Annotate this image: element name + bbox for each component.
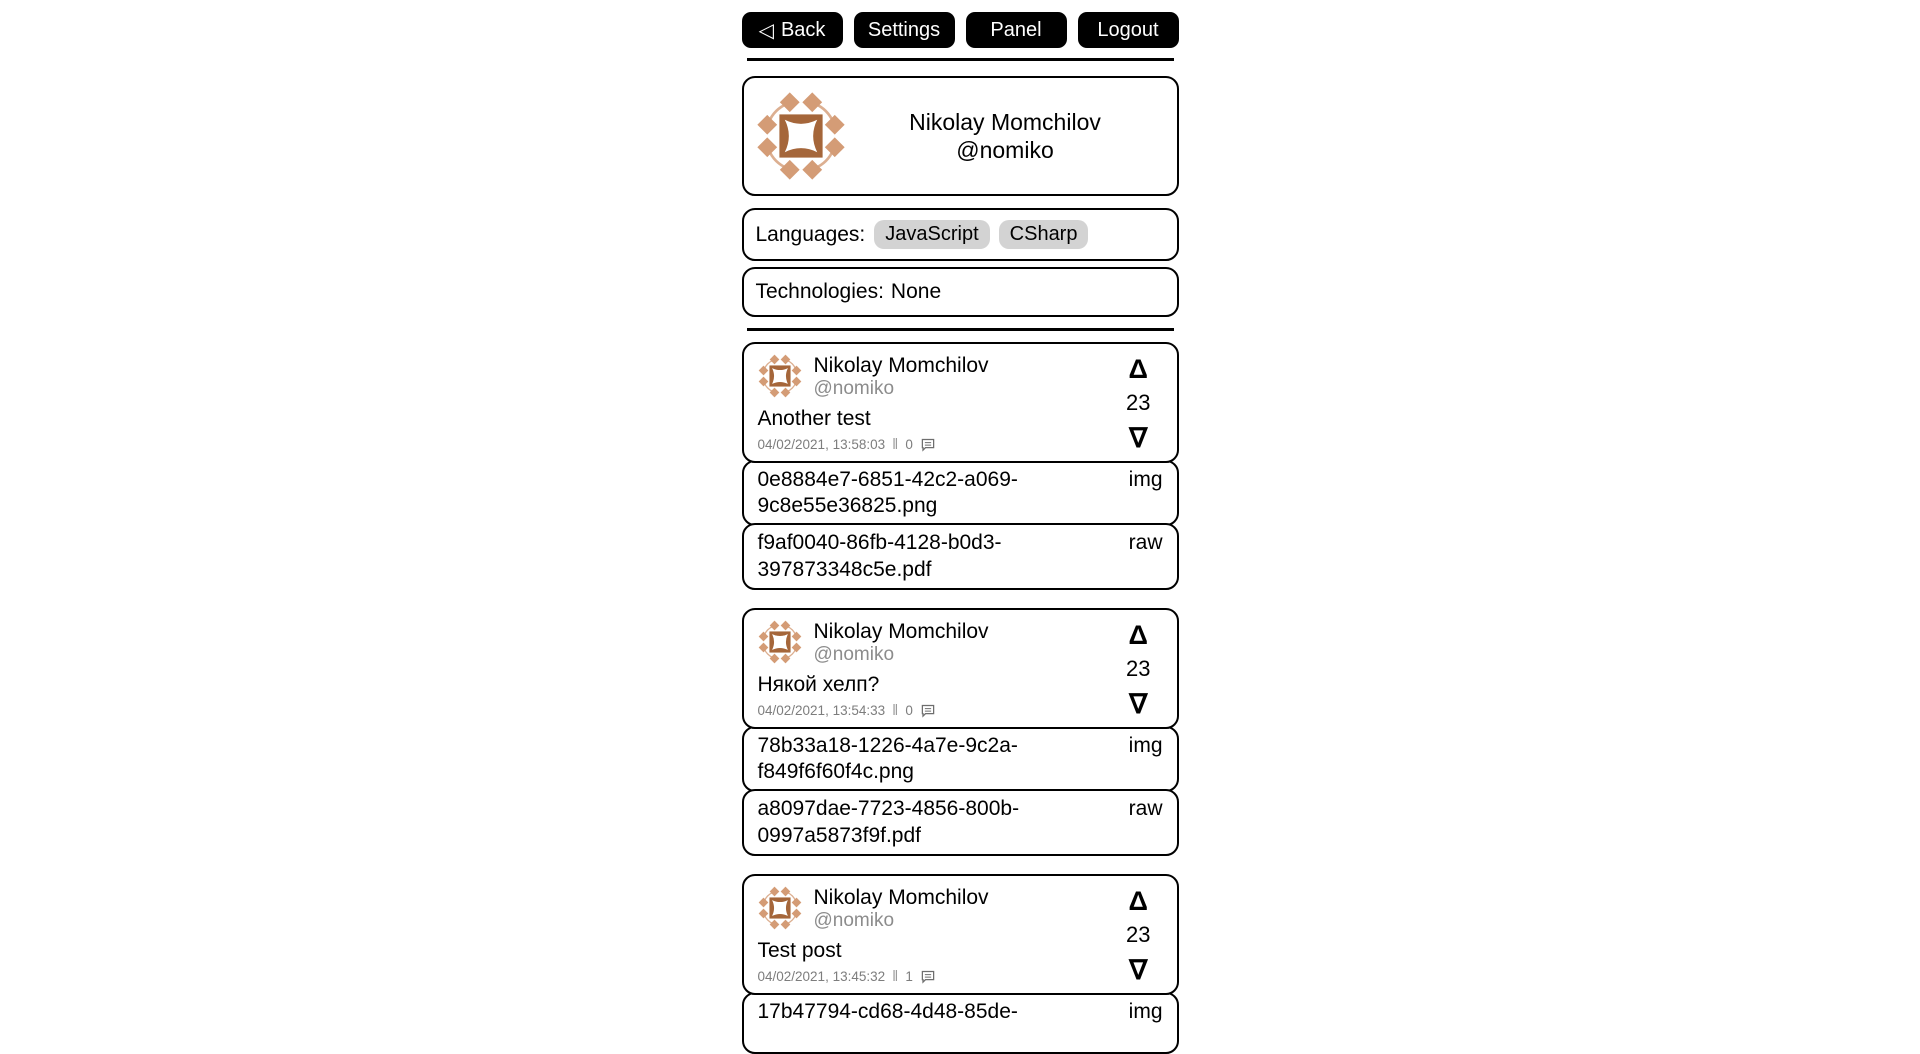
meta-separator-icon: ‖ <box>892 967 899 985</box>
post-timestamp: 04/02/2021, 13:54:33 <box>757 702 886 718</box>
attachment-row[interactable] <box>742 789 1179 856</box>
profile-card <box>742 76 1179 196</box>
post-title: Някой хелп? <box>757 672 880 696</box>
attachment-filename: 17b47794-cd68-4d48-85de- <box>757 999 1018 1023</box>
attachment-row[interactable] <box>742 726 1179 793</box>
post-handle: @nomiko <box>813 644 895 666</box>
language-badge-javascript: JavaScript <box>874 220 989 249</box>
post-author: Nikolay Momchilov <box>813 619 989 643</box>
post-handle: @nomiko <box>813 378 895 400</box>
meta-separator-icon: ‖ <box>892 435 899 453</box>
post <box>742 608 1179 856</box>
comment-icon <box>920 969 936 984</box>
languages-label: Languages: <box>755 222 866 246</box>
profile-handle: @nomiko <box>956 137 1054 163</box>
profile-avatar-identicon <box>756 91 846 181</box>
comment-count: 0 <box>905 436 913 452</box>
post-title: Test post <box>757 938 842 962</box>
post-avatar-identicon <box>758 886 802 930</box>
technologies-value: None <box>890 280 942 303</box>
upvote-button[interactable]: Δ <box>1128 885 1148 916</box>
profile-name-block <box>846 108 1165 164</box>
post-score: 23 <box>1126 922 1151 948</box>
attachment-filename: 0e8884e7-6851-42c2-a069-9c8e55e36825.png <box>757 467 1018 518</box>
settings-button[interactable]: Settings <box>854 12 955 48</box>
attachment-filename: f9af0040-86fb-4128-b0d3-397873348c5e.pdf <box>757 531 1002 581</box>
technologies-label: Technologies: <box>755 280 884 303</box>
attachment-type: img <box>1128 467 1163 491</box>
post-avatar-identicon <box>758 354 802 398</box>
top-nav <box>742 12 1179 48</box>
post-avatar-identicon <box>758 620 802 664</box>
vote-column <box>1126 619 1151 719</box>
post-timestamp: 04/02/2021, 13:58:03 <box>757 436 886 452</box>
back-icon: ◁ <box>758 19 774 42</box>
post-timestamp: 04/02/2021, 13:45:32 <box>757 968 886 984</box>
profile-name: Nikolay Momchilov <box>909 108 1101 135</box>
technologies-card <box>742 267 1179 317</box>
content-column <box>742 0 1179 1054</box>
post-author-row <box>758 620 1163 666</box>
post-meta <box>758 968 1163 985</box>
attachment-filename: a8097dae-7723-4856-800b-0997a5873f9f.pdf <box>757 797 1020 847</box>
attachment-row[interactable] <box>742 523 1179 590</box>
meta-separator-icon: ‖ <box>892 701 899 719</box>
attachment-type: img <box>1128 733 1163 757</box>
post-meta <box>758 702 1163 719</box>
comment-count: 1 <box>905 968 913 984</box>
post-handle: @nomiko <box>813 910 895 932</box>
post-author-row <box>758 354 1163 400</box>
post-author-block <box>814 354 989 400</box>
back-button-label: Back <box>780 18 826 41</box>
back-button[interactable] <box>742 12 843 48</box>
vote-column <box>1126 885 1151 985</box>
logout-button[interactable]: Logout <box>1078 12 1179 48</box>
post-author-block <box>814 886 989 932</box>
vote-column <box>1126 354 1151 453</box>
post-card[interactable] <box>742 608 1179 729</box>
attachment-type: img <box>1128 999 1163 1023</box>
post-title: Another test <box>757 406 871 430</box>
language-badge-csharp: CSharp <box>999 220 1089 249</box>
post-author-row <box>758 886 1163 932</box>
panel-button[interactable]: Panel <box>966 12 1067 48</box>
post-card[interactable] <box>742 874 1179 995</box>
comment-count: 0 <box>905 702 913 718</box>
upvote-button[interactable]: Δ <box>1128 354 1148 384</box>
post-card[interactable] <box>742 342 1179 463</box>
post-author-block <box>814 620 989 666</box>
post-meta <box>758 436 1163 453</box>
comment-icon <box>920 703 936 718</box>
comment-icon <box>920 437 936 452</box>
downvote-button[interactable]: ∇ <box>1129 688 1148 719</box>
post-score: 23 <box>1126 390 1151 416</box>
section-divider-posts <box>747 328 1174 331</box>
post-score: 23 <box>1126 656 1151 682</box>
downvote-button[interactable]: ∇ <box>1129 954 1148 985</box>
post-author: Nikolay Momchilov <box>813 354 989 377</box>
post-author: Nikolay Momchilov <box>813 885 989 909</box>
post <box>742 874 1179 1054</box>
attachment-type: raw <box>1128 797 1163 821</box>
downvote-button[interactable]: ∇ <box>1129 422 1148 453</box>
attachment-filename: 78b33a18-1226-4a7e-9c2a-f849f6f60f4c.png <box>757 733 1018 784</box>
languages-card <box>742 208 1179 261</box>
attachment-type: raw <box>1128 531 1163 555</box>
upvote-button[interactable]: Δ <box>1128 619 1148 650</box>
post <box>742 342 1179 590</box>
attachment-row[interactable] <box>742 992 1179 1054</box>
section-divider-top <box>747 58 1174 61</box>
attachment-row[interactable] <box>742 460 1179 527</box>
